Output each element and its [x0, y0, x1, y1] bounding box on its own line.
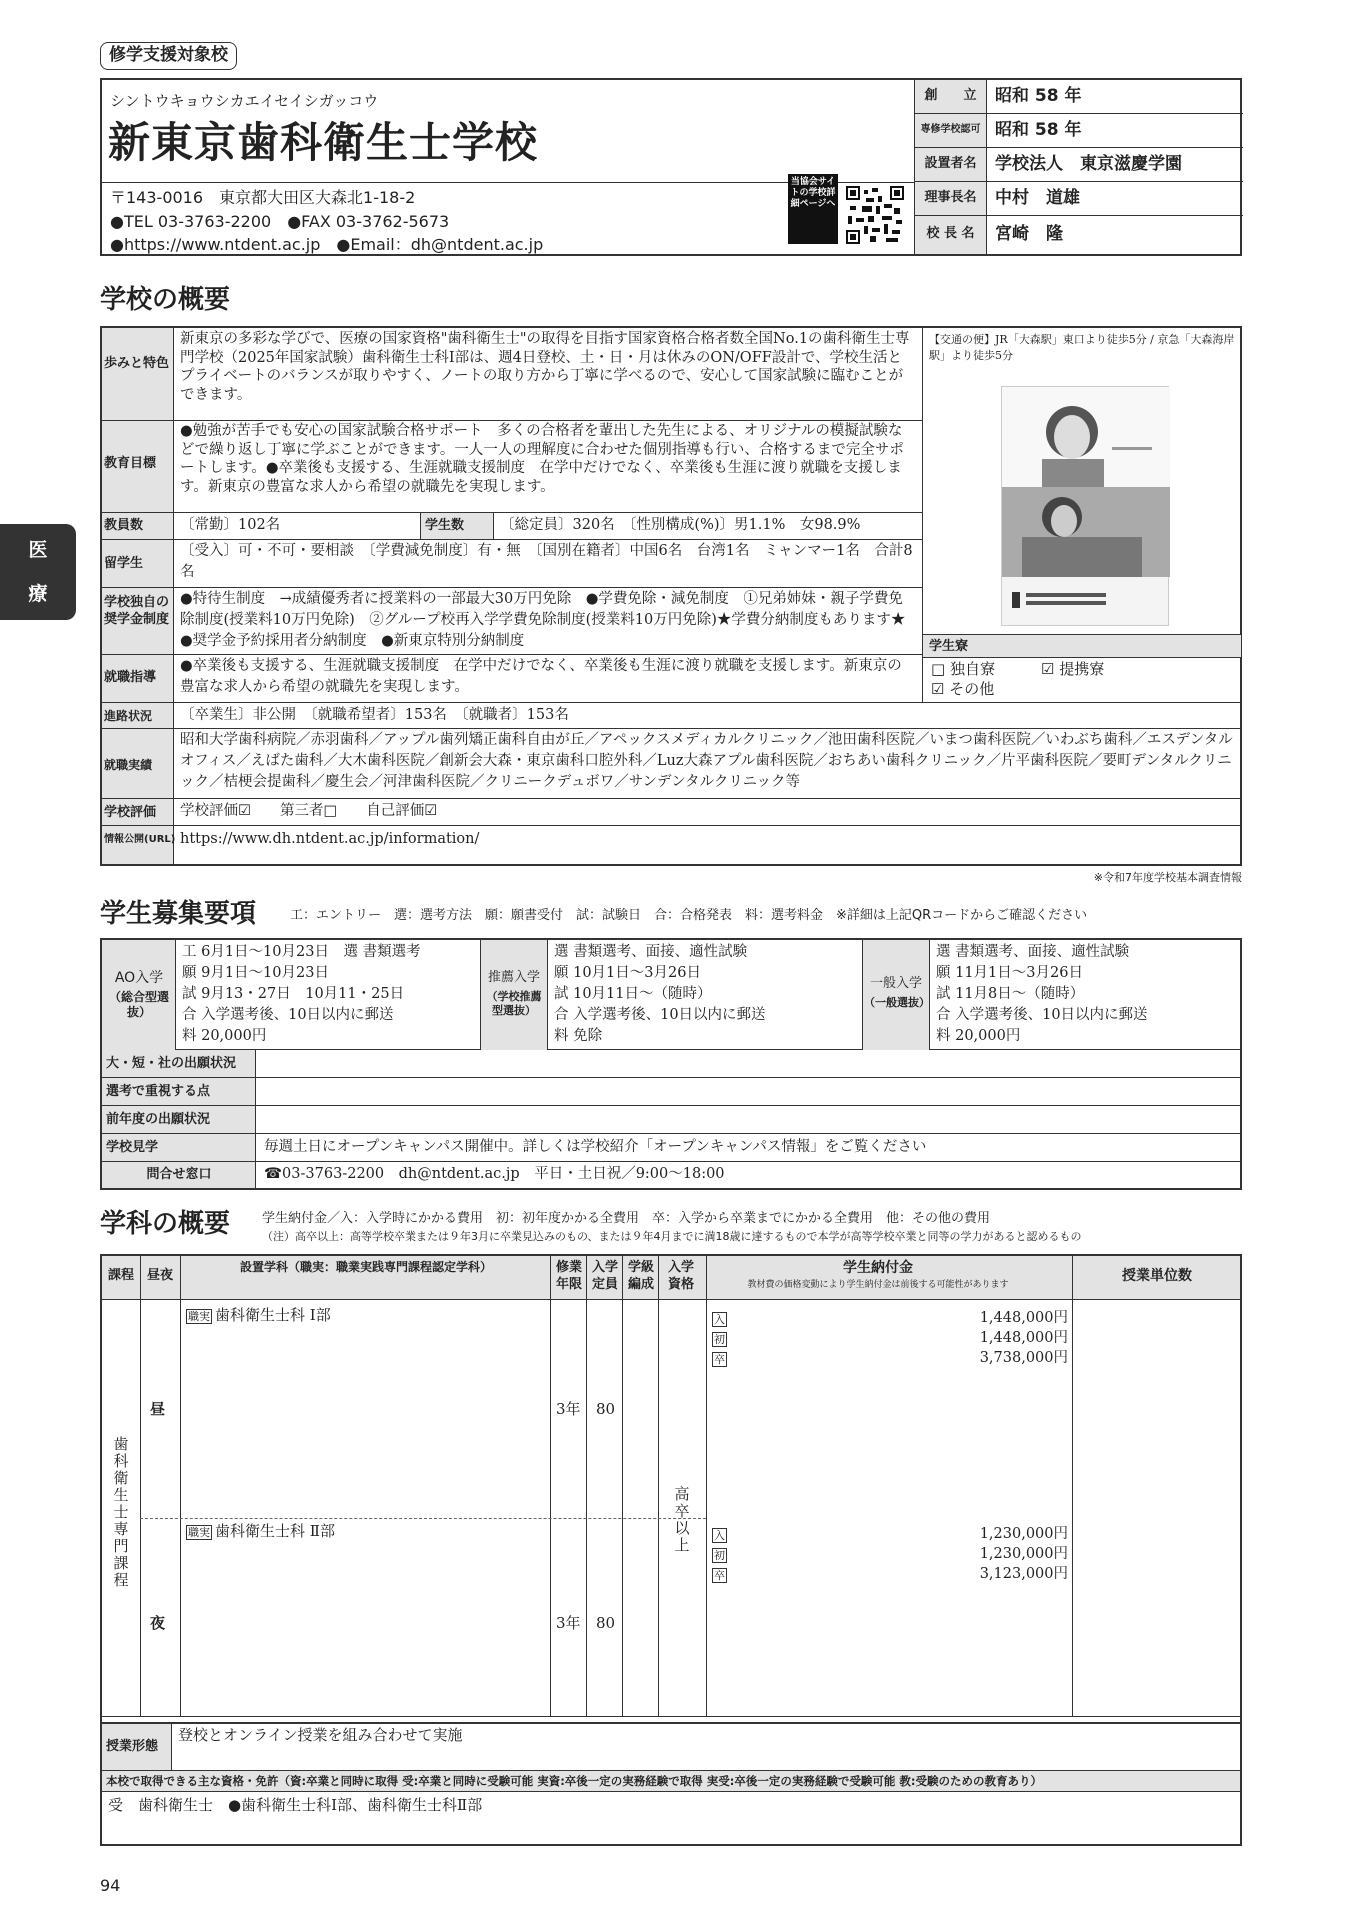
course-name: 歯科衛生士専門課程 [113, 1435, 129, 1589]
program-2-time: 夜 [150, 1614, 166, 1632]
recruit-title: 学生募集要項 [100, 899, 257, 929]
selection-points-label: 選考で重視する点 [106, 1084, 211, 1099]
career-label: 就職指導 [104, 670, 157, 685]
school-header [100, 78, 1242, 256]
disclosure-url[interactable]: https://www.dh.ntdent.ac.jp/information/ [180, 831, 480, 847]
intl-label: 留学生 [104, 556, 144, 571]
fee-first-year-icon: 初 [714, 1333, 725, 1346]
education-label: 教育目標 [104, 456, 157, 471]
contact-text[interactable]: ☎03-3763-2200 dh@ntdent.ac.jp 平日・土日祝／9:00～18:00 [264, 1166, 725, 1182]
prev-year-label: 前年度の出願状況 [106, 1112, 211, 1127]
ao-line-5: 料 20,000円 [182, 1028, 267, 1044]
dept-title: 学科の概要 [100, 1209, 231, 1239]
rec-line-4: 合 入学選考後、10日以内に郵送 [554, 1007, 766, 1023]
qr-code-icon[interactable] [846, 186, 904, 244]
chairman-label: 理事長名 [915, 182, 987, 215]
eval-text: 学校評価☑ 第三者□ 自己評価☑ [180, 803, 438, 819]
address: 〒143-0016 東京都大田区大森北1-18-2 [110, 188, 416, 207]
rec-label: 推薦入学 [487, 970, 540, 985]
col-units: 授業単位数 [1122, 1268, 1192, 1284]
col-daynight: 昼夜 [146, 1268, 173, 1283]
program-2-fee-total: 3,123,000円 [979, 1566, 1068, 1582]
qr-note: 当協会サイトの学校詳細ページへ [788, 174, 838, 244]
col-capacity: 入学定員 [591, 1260, 618, 1292]
col-course: 課程 [107, 1268, 134, 1283]
program-1-capacity: 80 [596, 1400, 616, 1418]
dorm-own: □ 独自寮 [931, 660, 995, 678]
teachers-value: 〔常勤〕102名 [180, 517, 281, 533]
disclosure-label: 情報公開(URL) [104, 834, 176, 845]
qualification: 高卒以上 [674, 1485, 690, 1554]
features-label: 歩みと特色 [104, 356, 170, 371]
license-text: 受 歯科衛生士 ●歯科衛生士科Ⅰ部、歯科衛生士科Ⅱ部 [108, 1796, 483, 1814]
gen-line-4: 合 入学選考後、10日以内に郵送 [936, 1007, 1148, 1023]
gen-line-1: 選 書類選考、面接、適性試験 [936, 944, 1130, 960]
web-email[interactable]: ●https://www.ntdent.ac.jp ●Email：dh@ntdent.ac.jp [110, 235, 544, 254]
program-1-fee-total: 3,738,000円 [979, 1350, 1068, 1366]
visit-text: 毎週土日にオープンキャンパス開催中。詳しくは学校紹介「オープンキャンパス情報」をご覧ください [264, 1139, 927, 1155]
ao-line-1: 工 6月1日～10月23日 選 書類選考 [182, 944, 421, 960]
school-kana: シントウキョウシカエイセイシガッコウ [110, 92, 379, 110]
fee-note: 教材費の価格変動により学生納付金は前後する可能性があります [747, 1280, 1009, 1290]
scholarship-label: 学校独自の奨学金制度 [104, 595, 170, 627]
students-value: 〔総定員〕320名 〔性別構成(%)〕男1.1% 女98.9% [500, 517, 861, 533]
vocational-badge-icon: 職実 [188, 1310, 210, 1323]
teachers-label: 教員数 [104, 518, 144, 533]
dorm-partner: ☑ 提携寮 [1041, 660, 1105, 678]
survey-note: ※令和7年度学校基本調査情報 [1093, 871, 1242, 884]
class-form-text: 登校とオンライン授業を組み合わせて実施 [178, 1726, 463, 1744]
scholarship-text: ●特待生制度 →成績優秀者に授業料の一部最大30万円免除 ●学費免除・減免制度 ①兄弟姉妹・親子学費免除制度(授業料10万円免除) ②グループ校再入学学費免除制度(授業料10万円免除)★学費分納制度もあります★ ●奨学金予約採用者分納制度 ●新東京特別分納制度 [180, 591, 920, 649]
fee-entry-icon: 入 [714, 1313, 725, 1326]
col-years: 修業年限 [555, 1260, 582, 1292]
path-text: 〔卒業生〕非公開 〔就職希望者〕153名 〔就職者〕153名 [180, 707, 569, 723]
gen-line-5: 料 20,000円 [936, 1028, 1021, 1044]
principal-label: 校 長 名 [915, 216, 987, 254]
contact-label: 問合せ窓口 [146, 1167, 212, 1182]
rec-line-2: 願 10月1日～3月26日 [554, 965, 701, 981]
career-text: ●卒業後も支援する、生涯就職支援制度 在学中だけでなく、卒業後も生涯に渡り就職を支援します。新東京の豊富な求人から希望の就職先を実現します。 [180, 658, 902, 695]
ao-line-2: 願 9月1日～10月23日 [182, 965, 329, 981]
dept-table [100, 1254, 1242, 1724]
founded-label: 創 立 [915, 80, 987, 113]
program-2-capacity: 80 [596, 1614, 616, 1632]
path-label: 進路状況 [104, 709, 153, 723]
access-text: 【交通の便】JR「大森駅」東口より徒歩5分 / 京急「大森海岸駅」より徒歩5分 [929, 333, 1235, 362]
fee-total-icon: 卒 [714, 1353, 725, 1366]
jobs-text: 昭和大学歯科病院／赤羽歯科／アップル歯列矯正歯科自由が丘／アペックスメディカルクリニック／池田歯科医院／いまつ歯科医院／いわぶち歯科／エスデンタルオフィス／えばた歯科／大木歯科医院／創新会大森・東京歯科口腔外科／Luz大森アプル歯科医院／おちあい歯科クリニック／片平歯科医院／要町デンタルクリニック／桔梗会提歯科／慶生会／河津歯科医院／クリニークデュボワ／サンデンタルクリニック等 [180, 732, 1233, 790]
recruit-legend: 工：エントリー 選：選考方法 願：願書受付 試：試験日 合：合格発表 料：選考料金 ※詳細は上記QRコードからご確認ください [290, 908, 1088, 923]
col-qual: 入学資格 [667, 1260, 694, 1292]
col-fees: 学生納付金 [843, 1260, 913, 1276]
rec-line-3: 試 10月11日～（随時） [554, 986, 712, 1002]
founder-label: 設置者名 [915, 148, 987, 181]
program-1-fee-entry: 1,448,000円 [979, 1310, 1068, 1326]
dorm-label: 学生寮 [923, 634, 1241, 658]
intl-text: 〔受入〕可・不可・要相談 〔学費減免制度〕有・無 〔国別在籍者〕中国6名 台湾1名 ミャンマー1名 合計8名 [180, 543, 913, 580]
ao-sub: （総合型選抜） [108, 990, 169, 1020]
access-panel [922, 328, 1240, 702]
program-1-time: 昼 [150, 1400, 166, 1418]
chairman-value: 中村 道雄 [995, 188, 1080, 208]
fee-entry-icon: 入 [714, 1529, 725, 1542]
ao-line-4: 合 入学選考後、10日以内に郵送 [182, 1007, 394, 1023]
col-class: 学級編成 [627, 1260, 654, 1292]
eval-label: 学校評価 [104, 805, 157, 820]
approval-value: 昭和 58 年 [995, 120, 1082, 140]
dorm-other: ☑ その他 [931, 680, 995, 698]
rec-sub: （学校推薦型選抜） [486, 990, 542, 1018]
founder-value: 学校法人 東京滋慶学園 [995, 154, 1182, 174]
program-1-fee-first: 1,448,000円 [979, 1330, 1068, 1346]
school-info-table [914, 80, 1242, 254]
col-dept: 設置学科（職実：職業実践専門課程認定学科） [239, 1260, 492, 1274]
visit-label: 学校見学 [106, 1140, 159, 1155]
brochure-image [1001, 386, 1169, 626]
apply-status-label: 大・短・社の出願状況 [106, 1056, 237, 1071]
principal-value: 宮崎 隆 [995, 224, 1063, 244]
dept-footer [100, 1724, 1242, 1846]
side-tab-medical [0, 524, 76, 620]
page-number: 94 [100, 1876, 121, 1895]
approval-label: 専修学校認可 [915, 114, 987, 147]
program-1-name: 歯科衛生士科 Ⅰ部 [215, 1306, 331, 1324]
jobs-label: 就職実績 [104, 758, 153, 772]
support-badge: 修学支援対象校 [100, 42, 237, 70]
fee-first-year-icon: 初 [714, 1549, 725, 1562]
ao-label: AO入学 [114, 970, 164, 986]
side-tab-char-1: 医 [28, 539, 48, 561]
rec-line-5: 料 免除 [554, 1028, 603, 1044]
founded-value: 昭和 58 年 [995, 86, 1082, 106]
recruit-table [100, 938, 1242, 1190]
side-tab-char-2: 療 [28, 583, 48, 606]
school-name: 新東京歯科衛生士学校 [108, 118, 539, 167]
education-text: ●勉強が苦手でも安心の国家試験合格サポート 多くの合格者を輩出した先生による、オリジナルの模擬試験などで繰り返し丁寧に学ぶことができます。一人一人の理解度に合わせた個別指導も行い、合格するまで完全サポートします。●卒業後も支援する、生涯就職支援制度 在学中だけでなく、卒業後も生涯に渡り就職を支援します。新東京の豊富な求人から希望の就職先を実現します。 [180, 423, 904, 495]
program-1-years: 3年 [556, 1400, 581, 1418]
fee-total-icon: 卒 [714, 1569, 725, 1582]
rec-line-1: 選 書類選考、面接、適性試験 [554, 944, 748, 960]
overview-table [100, 326, 1242, 866]
program-2-years: 3年 [556, 1614, 581, 1632]
program-2-fee-entry: 1,230,000円 [979, 1526, 1068, 1542]
gen-line-3: 試 11月8日～（随時） [936, 986, 1085, 1002]
overview-title: 学校の概要 [100, 285, 231, 315]
gen-sub: （一般選抜） [864, 996, 930, 1009]
dept-legend-1: 学生納付金／入：入学時にかかる費用 初：初年度かかる全費用 卒：入学から卒業までにかかる全費用 他：その他の費用 [262, 1211, 991, 1226]
tel-fax: ●TEL 03-3763-2200 ●FAX 03-3762-5673 [110, 212, 450, 231]
students-label: 学生数 [420, 513, 494, 539]
gen-line-2: 願 11月1日～3月26日 [936, 965, 1083, 981]
features-text: 新東京の多彩な学びで、医療の国家資格"歯科衛生士"の取得を目指す国家資格合格者数全国No.1の歯科衛生士専門学校（2025年国家試験）歯科衛生士科Ⅰ部は、週4日登校、土・日・月は休みのON/OFF設計で、学校生活とプライベートのバランスが取りやすく、ノートの取り方から丁寧に学べるので、安心して国家試験に臨むことができます。 [180, 331, 910, 403]
program-2-name: 歯科衛生士科 Ⅱ部 [215, 1522, 335, 1540]
license-label: 本校で取得できる主な資格・免許（資:卒業と同時に取得 受:卒業と同時に受験可能 実資:卒後一定の実務経験で取得 実受:卒後一定の実務経験で受験可能 教:受験のための教育あり） [102, 1770, 1240, 1792]
ao-line-3: 試 9月13・27日 10月11・25日 [182, 986, 405, 1002]
class-form-label: 授業形態 [106, 1739, 159, 1754]
program-2-fee-first: 1,230,000円 [979, 1546, 1068, 1562]
vocational-badge-icon: 職実 [188, 1526, 210, 1539]
dept-legend-2: （注）高卒以上：高等学校卒業または９年3月に卒業見込みのもの、または９年4月までに満18歳に達するもので本学が高等学校卒業と同等の学力があると認めるもの [262, 1230, 1082, 1243]
gen-label: 一般入学 [869, 976, 922, 991]
